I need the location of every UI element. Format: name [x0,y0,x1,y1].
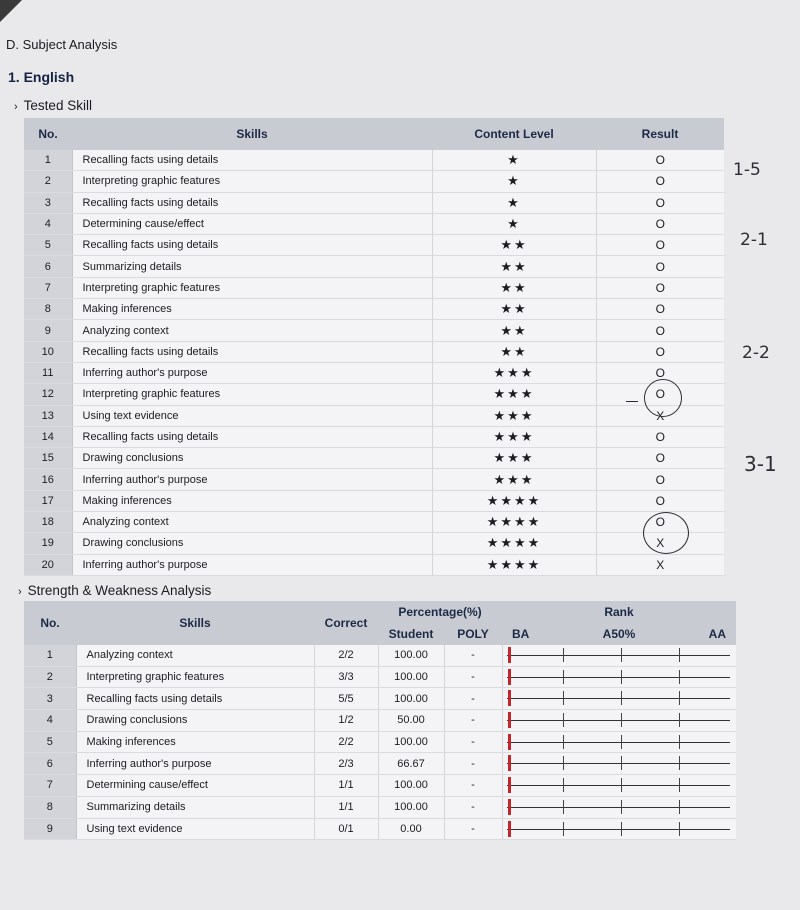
correct-count: 2/3 [314,753,378,775]
sw-row [24,666,736,688]
skill-name: Analyzing context [72,320,432,341]
handwritten-dash [626,401,638,402]
sw-header-percentage: Percentage(%) [378,601,502,623]
row-number: 4 [24,213,72,234]
content-level: ★★★ [432,448,596,469]
skill-name: Inferring author's purpose [72,362,432,383]
poly-percentage: - [444,775,502,797]
tested-skill-row [24,512,724,533]
row-number: 1 [24,150,72,171]
row-number: 20 [24,554,72,575]
content-level: ★★★ [432,384,596,405]
result-mark: O [596,320,724,341]
rank-bar [502,818,736,840]
row-number: 5 [24,235,72,256]
tested-skill-row [24,299,724,320]
rank-axis [507,655,731,656]
rank-tick [563,713,564,727]
result-mark: O [596,448,724,469]
tested-skill-row [24,490,724,511]
rank-marker [508,755,511,771]
skill-name: Drawing conclusions [72,533,432,554]
content-level: ★★★★ [432,490,596,511]
row-number: 2 [24,666,76,688]
content-level: ★★★ [432,405,596,426]
result-mark: O [596,426,724,447]
rank-tick [679,691,680,705]
row-number: 6 [24,256,72,277]
poly-percentage: - [444,710,502,732]
result-mark: X [596,533,724,554]
rank-axis [507,677,731,678]
rank-bar [502,731,736,753]
skill-name: Making inferences [72,490,432,511]
rank-tick [563,822,564,836]
result-mark: O [596,213,724,234]
rank-bar [502,645,736,666]
sw-row [24,818,736,840]
strength-weakness-heading: › Strength & Weakness Analysis [18,583,212,598]
rank-tick [621,713,622,727]
content-level: ★★★ [432,426,596,447]
tested-skill-row [24,469,724,490]
row-number: 3 [24,688,76,710]
rank-marker [508,777,511,793]
row-number: 8 [24,796,76,818]
rank-tick [679,756,680,770]
page-corner-shadow [0,0,22,22]
skill-name: Determining cause/effect [72,213,432,234]
content-level: ★★ [432,235,596,256]
rank-tick [679,778,680,792]
correct-count: 0/1 [314,818,378,840]
rank-tick [563,735,564,749]
result-mark: X [596,554,724,575]
content-level: ★ [432,150,596,171]
rank-axis [507,807,731,808]
poly-percentage: - [444,818,502,840]
result-mark: O [596,150,724,171]
skill-name: Recalling facts using details [72,341,432,362]
student-percentage: 100.00 [378,796,444,818]
result-mark: O [596,171,724,192]
rank-axis [507,785,731,786]
rank-marker [508,734,511,750]
content-level: ★★★ [432,362,596,383]
sw-row [24,796,736,818]
rank-tick [621,800,622,814]
content-level: ★★ [432,256,596,277]
sw-header-no: No. [24,601,76,645]
content-level: ★★★★ [432,554,596,575]
rank-tick [621,670,622,684]
header-result: Result [596,118,724,150]
result-mark: O [596,277,724,298]
rank-tick [563,778,564,792]
rank-axis [507,763,731,764]
tested-skill-heading: › Tested Skill [14,98,92,113]
row-number: 9 [24,818,76,840]
rank-marker [508,669,511,685]
tested-skill-rows [24,150,724,575]
row-number: 4 [24,710,76,732]
row-number: 11 [24,362,72,383]
rank-tick [621,691,622,705]
content-level: ★★★ [432,469,596,490]
rank-tick [621,778,622,792]
result-mark: O [596,512,724,533]
rank-tick [679,713,680,727]
tested-skill-row [24,426,724,447]
tested-skill-row [24,171,724,192]
tested-skill-row [24,320,724,341]
tested-skill-header [24,118,724,150]
rank-bar [502,710,736,732]
rank-tick [563,800,564,814]
tested-skill-row [24,213,724,234]
rank-tick [621,822,622,836]
row-number: 1 [24,645,76,666]
content-level: ★ [432,171,596,192]
correct-count: 2/2 [314,731,378,753]
row-number: 2 [24,171,72,192]
sw-header-poly: POLY [444,623,502,645]
handwritten-note: 1-5 [733,160,761,180]
rank-ba-label: BA [512,627,530,641]
sw-row [24,688,736,710]
section-title: D. Subject Analysis [6,37,118,52]
rank-tick [679,822,680,836]
result-mark: O [596,235,724,256]
tested-skill-table [24,118,724,576]
skill-name: Interpreting graphic features [72,277,432,298]
result-mark: O [596,341,724,362]
tested-skill-row [24,150,724,171]
rank-bar [502,775,736,797]
strength-weakness-table [24,601,736,840]
skill-name: Recalling facts using details [76,688,314,710]
skill-name: Using text evidence [72,405,432,426]
tested-skill-row [24,405,724,426]
skill-name: Determining cause/effect [76,775,314,797]
row-number: 7 [24,277,72,298]
poly-percentage: - [444,753,502,775]
rank-bar [502,666,736,688]
row-number: 17 [24,490,72,511]
poly-percentage: - [444,688,502,710]
skill-name: Recalling facts using details [72,235,432,256]
skill-name: Analyzing context [76,645,314,666]
tested-skill-row [24,448,724,469]
result-mark: O [596,256,724,277]
content-level: ★★ [432,341,596,362]
result-mark: O [596,469,724,490]
chevron-right-icon: › [18,586,22,598]
rank-tick [679,648,680,662]
poly-percentage: - [444,731,502,753]
tested-skill-row [24,256,724,277]
skill-name: Analyzing context [72,512,432,533]
student-percentage: 100.00 [378,666,444,688]
row-number: 10 [24,341,72,362]
row-number: 14 [24,426,72,447]
rank-marker [508,690,511,706]
sw-header-rank: Rank [502,601,736,623]
skill-name: Summarizing details [72,256,432,277]
handwritten-circle [643,512,689,554]
skill-name: Using text evidence [76,818,314,840]
sw-row [24,710,736,732]
correct-count: 5/5 [314,688,378,710]
rank-tick [563,756,564,770]
skill-name: Interpreting graphic features [72,171,432,192]
skill-name: Inferring author's purpose [72,469,432,490]
rank-axis [507,720,731,721]
skill-name: Making inferences [72,299,432,320]
content-level: ★★ [432,277,596,298]
rank-tick [563,670,564,684]
result-mark: O [596,299,724,320]
skill-name: Interpreting graphic features [76,666,314,688]
rank-axis [507,829,731,830]
row-number: 15 [24,448,72,469]
rank-bar [502,753,736,775]
poly-percentage: - [444,666,502,688]
sw-row [24,731,736,753]
rank-tick [621,735,622,749]
rank-marker [508,647,511,663]
tested-skill-row [24,235,724,256]
skill-name: Recalling facts using details [72,426,432,447]
rank-marker [508,821,511,837]
tested-skill-row [24,554,724,575]
skill-name: Making inferences [76,731,314,753]
content-level: ★★ [432,320,596,341]
chevron-right-icon: › [14,101,18,113]
row-number: 6 [24,753,76,775]
subject-title: 1. English [8,69,75,85]
rank-tick [679,735,680,749]
skill-name: Recalling facts using details [72,150,432,171]
sw-header-rank-scale [502,623,736,645]
result-mark: O [596,192,724,213]
content-level: ★★★★ [432,512,596,533]
tested-skill-row [24,341,724,362]
student-percentage: 100.00 [378,731,444,753]
sw-row [24,753,736,775]
row-number: 5 [24,731,76,753]
sw-header-student: Student [378,623,444,645]
handwritten-note: 3-1 [744,452,777,476]
content-level: ★★★★ [432,533,596,554]
student-percentage: 66.67 [378,753,444,775]
student-percentage: 100.00 [378,688,444,710]
header-no: No. [24,118,72,150]
row-number: 7 [24,775,76,797]
result-mark: O [596,384,724,405]
correct-count: 3/3 [314,666,378,688]
tested-skill-row [24,277,724,298]
row-number: 18 [24,512,72,533]
rank-marker [508,712,511,728]
row-number: 12 [24,384,72,405]
tested-skill-row [24,533,724,554]
student-percentage: 100.00 [378,775,444,797]
correct-count: 2/2 [314,645,378,666]
skill-name: Inferring author's purpose [72,554,432,575]
row-number: 9 [24,320,72,341]
row-number: 16 [24,469,72,490]
rank-bar [502,688,736,710]
result-mark: O [596,362,724,383]
sw-header-correct: Correct [314,601,378,645]
handwritten-note: 2-2 [742,343,770,363]
skill-name: Inferring author's purpose [76,753,314,775]
rank-bar [502,796,736,818]
correct-count: 1/1 [314,796,378,818]
header-skills: Skills [72,118,432,150]
result-mark: O [596,490,724,511]
sw-row [24,775,736,797]
skill-name: Summarizing details [76,796,314,818]
poly-percentage: - [444,796,502,818]
content-level: ★ [432,192,596,213]
student-percentage: 50.00 [378,710,444,732]
sw-row [24,645,736,666]
content-level: ★ [432,213,596,234]
skill-name: Recalling facts using details [72,192,432,213]
handwritten-note: 2-1 [740,230,768,250]
rank-tick [621,648,622,662]
handwritten-circle [644,379,682,417]
row-number: 3 [24,192,72,213]
strength-weakness-rows [24,645,736,840]
tested-skill-row [24,362,724,383]
correct-count: 1/1 [314,775,378,797]
result-mark: X [596,405,724,426]
student-percentage: 100.00 [378,645,444,666]
sw-header-skills: Skills [76,601,314,645]
rank-aa-label: AA [708,627,726,641]
rank-tick [563,648,564,662]
tested-skill-row [24,192,724,213]
poly-percentage: - [444,645,502,666]
skill-name: Interpreting graphic features [72,384,432,405]
row-number: 13 [24,405,72,426]
student-percentage: 0.00 [378,818,444,840]
rank-a50-label: A50% [602,627,636,641]
correct-count: 1/2 [314,710,378,732]
rank-axis [507,742,731,743]
row-number: 8 [24,299,72,320]
content-level: ★★ [432,299,596,320]
rank-tick [621,756,622,770]
rank-marker [508,799,511,815]
rank-axis [507,698,731,699]
skill-name: Drawing conclusions [72,448,432,469]
skill-name: Drawing conclusions [76,710,314,732]
row-number: 19 [24,533,72,554]
rank-tick [679,800,680,814]
header-content-level: Content Level [432,118,596,150]
rank-tick [563,691,564,705]
tested-skill-row [24,384,724,405]
rank-tick [679,670,680,684]
